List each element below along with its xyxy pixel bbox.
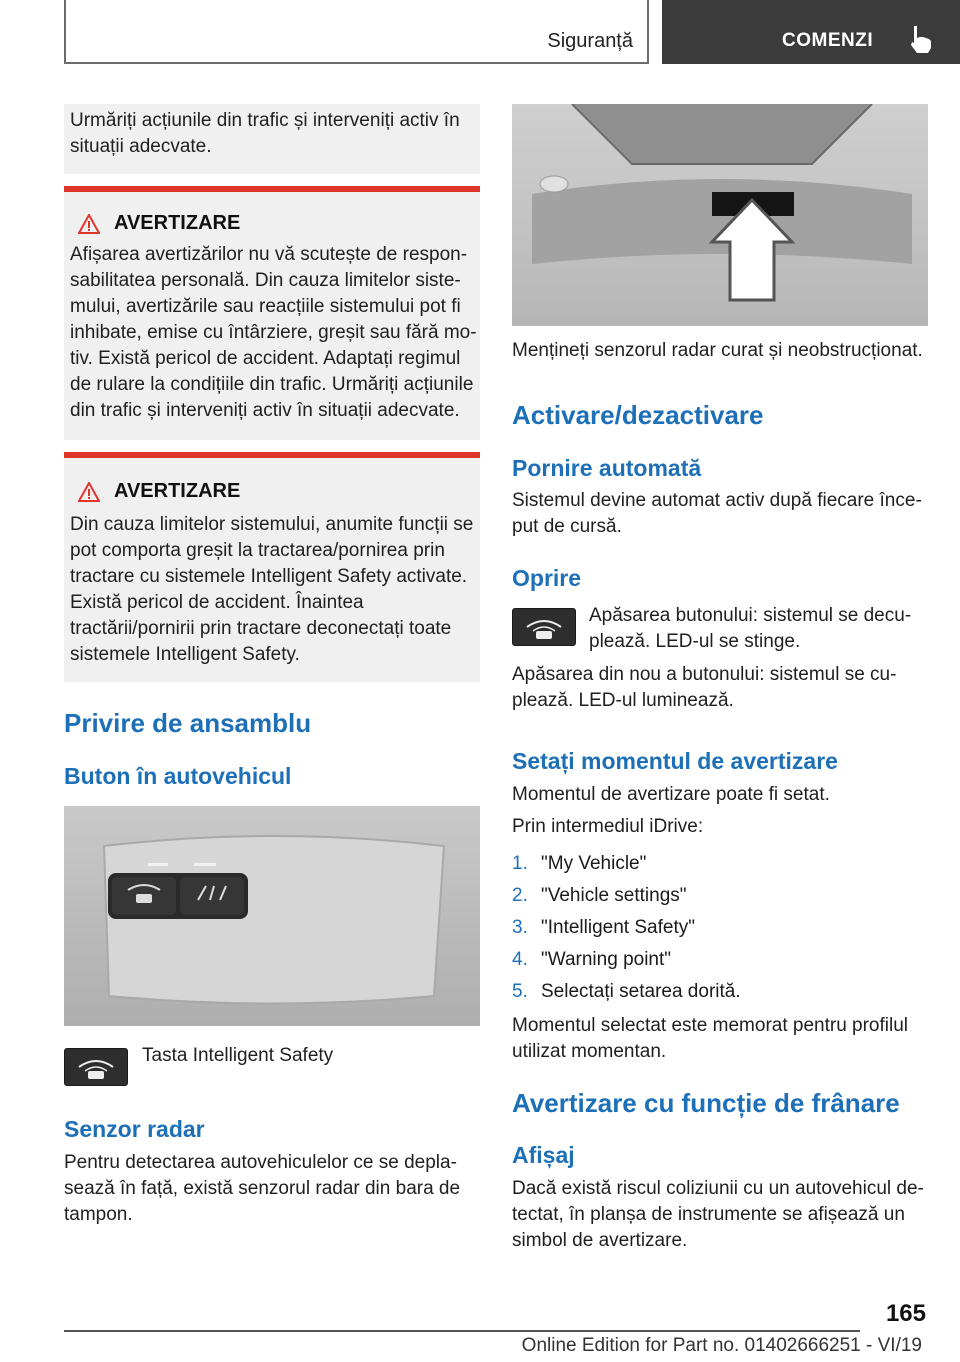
header-section-tab <box>64 0 649 64</box>
header-chapter-title: COMENZI <box>782 30 874 51</box>
radar-photo-caption: Mențineți senzorul radar curat și neobstrucționat. <box>512 340 923 361</box>
list-item <box>512 853 646 875</box>
pointing-hand-icon <box>908 24 934 54</box>
header-section-title: Siguranță <box>547 30 633 52</box>
list-item-number: 1. <box>512 853 528 874</box>
warning-triangle-icon <box>78 214 100 234</box>
warning-1-text: Afișarea avertizărilor nu vă scutește de responsabilitatea personală. Din cauza limitelor sistemului, avertizările sau reacțiile sistemului pot fi inhibate, emise cu întârziere, greșit sau fără motiv. Există pericol de accident. Adaptați regimul de rulare la condițiile din trafic. Urmăriți acțiunile din trafic și interveniți activ în situații adecvate. <box>70 244 477 421</box>
heading-display: Afișaj <box>512 1142 575 1168</box>
list-item-text: "My Vehicle" <box>541 853 647 874</box>
warning-2-text: Din cauza limitelor sistemului, anumite funcții se pot comporta greșit la tractarea/pornirea prin tractare cu sistemele Intelligent Safety activate. Există pericol de accident. Înaintea tractării/pornirii prin tractare deconectați toate sistemele Intelligent Safety. <box>70 514 474 665</box>
button-panel-illustration <box>64 806 480 1026</box>
heading-overview: Privire de ansamblu <box>64 708 312 738</box>
list-item-text: Selectați setarea dorită. <box>541 981 741 1002</box>
warning-box-2 <box>64 452 480 682</box>
list-item-text: "Vehicle settings" <box>541 885 687 906</box>
list-item-text: "Warning point" <box>541 949 672 970</box>
page-number: 165 <box>885 1300 926 1327</box>
warning-1-title: AVERTIZARE <box>114 212 241 234</box>
heading-set-warning-time: Setați momentul de avertizare <box>512 748 838 774</box>
intelligent-safety-key-icon <box>64 1048 128 1086</box>
intro-box <box>64 104 480 174</box>
warning-box-1 <box>64 186 480 440</box>
heading-button-in-vehicle: Buton în autovehicul <box>64 763 292 789</box>
footer-edition: Online Edition for Part no. 01402666251 - VI/19 <box>521 1335 922 1356</box>
footer-divider <box>64 1330 860 1332</box>
set-text-2: Prin intermediul iDrive: <box>512 816 704 837</box>
heading-activate-deactivate: Activare/dezactivare <box>512 400 764 430</box>
heading-auto-start: Pornire automată <box>512 455 702 481</box>
list-item-number: 4. <box>512 949 528 970</box>
list-item <box>512 917 695 939</box>
intro-text: Urmăriți acțiunile din trafic și interveniți activ în situații adecvate. <box>70 110 460 157</box>
warning-2-heading <box>78 480 240 503</box>
set-text-3: Momentul selectat este memorat pentru profilul utilizat momentan. <box>512 1015 909 1062</box>
list-item-number: 2. <box>512 885 528 906</box>
intelligent-safety-key-icon <box>512 608 576 646</box>
display-text: Dacă există riscul coliziunii cu un autovehicul detectat, în planșa de instrumente se afișează un simbol de avertizare. <box>512 1178 924 1251</box>
list-item <box>512 949 671 971</box>
radar-text: Pentru detectarea autovehiculelor ce se deplasează în față, există senzorul radar din bara de tampon. <box>64 1152 461 1225</box>
list-item <box>512 885 687 907</box>
heading-radar-sensor: Senzor radar <box>64 1116 205 1142</box>
button-photo <box>64 806 480 1026</box>
list-item <box>512 981 741 1003</box>
list-item-text: "Intelligent Safety" <box>541 917 695 938</box>
auto-start-text: Sistemul devine automat activ după fiecare început de cursă. <box>512 490 922 537</box>
warning-1-heading <box>78 212 240 235</box>
stop-text-1: Apăsarea butonului: sistemul se decuplează. LED-ul se stinge. <box>589 605 912 652</box>
warning-triangle-icon <box>78 482 100 502</box>
heading-stop: Oprire <box>512 565 582 591</box>
radar-bumper-illustration <box>512 104 928 326</box>
heading-brake-warning: Avertizare cu funcție de frânare <box>512 1088 900 1118</box>
stop-text-2: Apăsarea din nou a butonului: sistemul se cuplează. LED-ul luminează. <box>512 664 897 711</box>
list-item-number: 5. <box>512 981 528 1002</box>
warning-2-title: AVERTIZARE <box>114 480 241 502</box>
radar-sensor-photo <box>512 104 928 326</box>
button-caption: Tasta Intelligent Safety <box>142 1045 334 1066</box>
set-text-1: Momentul de avertizare poate fi setat. <box>512 784 830 805</box>
header-chapter-tab <box>662 0 960 64</box>
list-item-number: 3. <box>512 917 528 938</box>
